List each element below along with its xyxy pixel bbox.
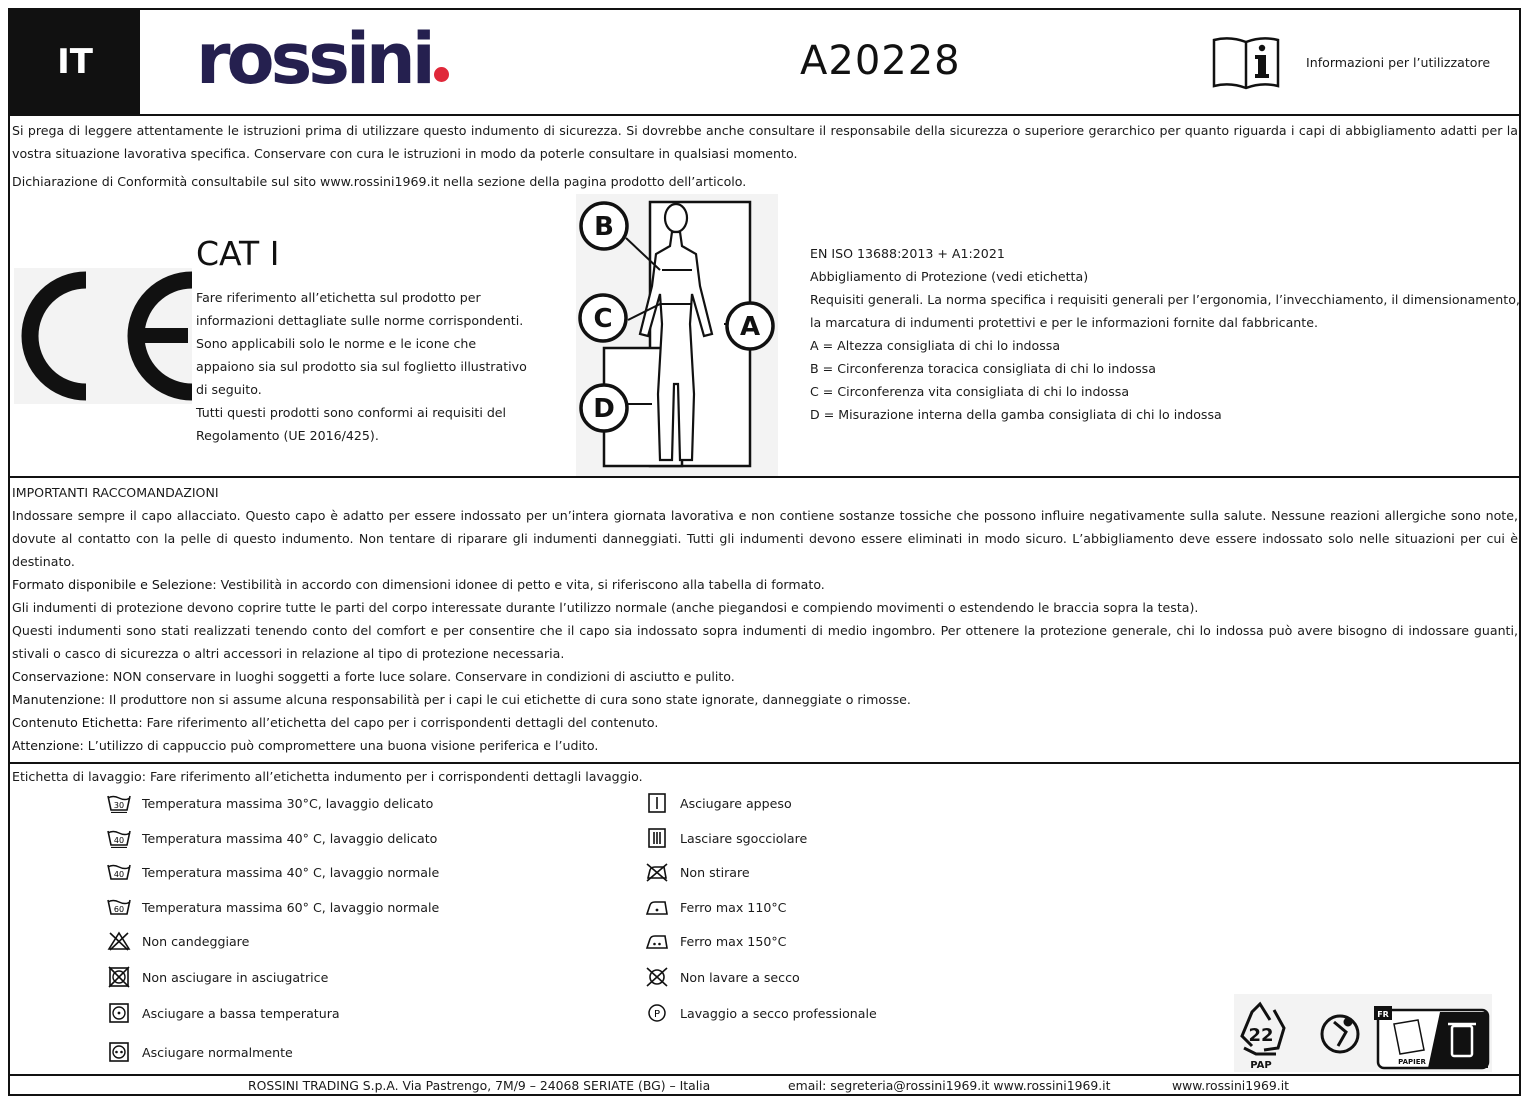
papier-label: PAPIER — [1398, 1058, 1426, 1066]
care-label: Non stirare — [680, 864, 750, 880]
tumble-dry-normal-icon — [106, 1041, 132, 1063]
iron-150-icon — [644, 930, 670, 952]
care-item — [644, 859, 750, 885]
category-line: appaiono sia sul prodotto sia sul foglietto illustrativo — [196, 359, 527, 374]
wash-40-delicate-icon — [106, 827, 132, 849]
norm-item: D = Misurazione interna della gamba consigliata di chi lo indossa — [810, 407, 1222, 422]
svg-text:40: 40 — [113, 870, 125, 879]
category-line: Fare riferimento all’etichetta sul prodotto per — [196, 290, 481, 305]
norm-title: EN ISO 13688:2013 + A1:2021 — [810, 246, 1005, 261]
figure-label-d: D — [593, 394, 615, 424]
wash-30-delicate-icon — [106, 792, 132, 814]
care-label: Non candeggiare — [142, 933, 250, 949]
professional-dry-clean-icon — [644, 1002, 670, 1024]
no-iron-icon — [644, 861, 670, 883]
coverage-note: Gli indumenti di protezione devono coprire tutte le parti del corpo interessate durante l’utilizzo normale (anche piegandosi e compiendo movimenti o estendendo le braccia sopra la testa). — [12, 600, 1199, 615]
intro-paragraph: Si prega di leggere attentamente le istruzioni prima di utilizzare questo indumento di sicurezza. Si dovrebbe anche consultare il responsabile della sicurezza o superiore gerarchico per quanto riguarda i capi di abbigliamento adatti per la vostra situazione lavorativa specifica. Conservare con cura le istruzioni in modo da poterle consultare in qualsiasi momento. — [12, 123, 1518, 161]
care-label: Lavaggio a secco professionale — [680, 1005, 877, 1021]
label-content-text: : Fare riferimento all’etichetta del capo per i corrispondenti dettagli del contenuto. — [138, 715, 659, 730]
care-item — [644, 1000, 877, 1026]
storage-label: Conservazione — [12, 669, 105, 684]
recommendations-heading: IMPORTANTI RACCOMANDAZIONI — [12, 485, 219, 500]
tidyman-recycle-icon — [1322, 1016, 1358, 1052]
care-label: Temperatura massima 60° C, lavaggio normale — [142, 899, 440, 915]
norm-description: la marcatura di indumenti protettivi e per le informazioni fornite dal fabbricante. — [810, 315, 1318, 330]
category-line: Tutti questi prodotti sono conformi ai requisiti del — [196, 405, 507, 420]
user-info-label: Informazioni per l’utilizzatore — [1306, 55, 1491, 70]
norm-item: B = Circonferenza toracica consigliata di chi lo indossa — [810, 361, 1156, 376]
category-line: informazioni dettagliate sulle norme corrispondenti. — [196, 313, 524, 328]
line-dry-icon — [644, 792, 670, 814]
document-frame — [8, 8, 1521, 1096]
size-selection-line — [12, 573, 1518, 596]
care-item — [106, 1039, 293, 1065]
care-label: Asciugare normalmente — [142, 1044, 293, 1060]
care-item — [106, 928, 249, 954]
storage-line — [12, 665, 1518, 688]
warning-label: Attenzione — [12, 738, 80, 753]
tumble-dry-low-icon — [106, 1002, 132, 1024]
ce-mark-icon — [14, 268, 192, 404]
paper-sheet-icon — [1394, 1020, 1424, 1054]
divider — [10, 1074, 1519, 1076]
recommendations-paragraph: Indossare sempre il capo allacciato. Questo capo è adatto per essere indossato per un’intera giornata lavorativa e non contiene sostanze tossiche che possono influire negativamente sulla salute. Nessune reazioni allergiche sono note, dovute al contatto con la pelle di questo indumento. Non tentare di riparare gli indumenti danneggiati. Tutti gli indumenti devono essere eliminati in modo sicuro. L’abbigliamento deve essere indossato solo nelle situazioni per cui è destinato. — [12, 508, 1518, 569]
body-measurement-figure — [576, 194, 778, 476]
recommendations-section — [12, 481, 1518, 757]
maintenance-line — [12, 688, 1518, 711]
care-item — [644, 894, 786, 920]
footer-company: ROSSINI TRADING S.p.A. Via Pastrengo, 7M/9 – 24068 SERIATE (BG) – Italia — [248, 1078, 711, 1093]
care-item — [106, 790, 433, 816]
care-item — [644, 964, 800, 990]
divider — [10, 114, 1519, 116]
care-item — [106, 859, 439, 885]
care-label: Lasciare sgocciolare — [680, 830, 808, 846]
drip-dry-icon — [644, 827, 670, 849]
care-label: Asciugare a bassa temperatura — [142, 1005, 340, 1021]
label-content-line — [12, 711, 1518, 734]
storage-text: : NON conservare in luoghi soggetti a forte luce solare. Conservare in condizioni di asciutto e pulito. — [104, 669, 735, 684]
care-item — [106, 1000, 340, 1026]
no-tumble-dry-icon — [106, 966, 132, 988]
care-label: Asciugare appeso — [680, 795, 792, 811]
figure-label-a: A — [739, 312, 761, 342]
category-line: Regolamento (UE 2016/425). — [196, 428, 379, 443]
conformity-note: Dichiarazione di Conformità consultabile sul sito www.rossini1969.it nella sezione della pagina prodotto dell’articolo. — [12, 174, 747, 189]
size-selection-label: Formato disponibile e Selezione — [12, 577, 213, 592]
lang-code: IT — [57, 42, 93, 82]
product-code: A20228 — [800, 38, 961, 84]
figure-label-b: B — [594, 212, 614, 242]
book-info-icon — [1210, 32, 1282, 96]
brand-dot — [434, 67, 449, 82]
svg-text:40: 40 — [113, 836, 125, 845]
no-dry-clean-icon — [644, 966, 670, 988]
care-label: Non asciugare in asciugatrice — [142, 969, 329, 985]
washing-heading: Etichetta di lavaggio: Fare riferimento all’etichetta indumento per i corrispondenti dettagli lavaggio. — [12, 769, 643, 784]
category-line: di seguito. — [196, 382, 262, 397]
maintenance-label: Manutenzione — [12, 692, 101, 707]
divider — [10, 762, 1519, 764]
category-line: Sono applicabili solo le norme e le icone che — [196, 336, 477, 351]
care-item — [106, 964, 328, 990]
svg-text:60: 60 — [113, 905, 125, 914]
norm-item: C = Circonferenza vita consigliata di chi lo indossa — [810, 384, 1130, 399]
divider — [10, 476, 1519, 478]
label-content-label: Contenuto Etichetta — [12, 715, 139, 730]
care-label: Ferro max 110°C — [680, 899, 787, 915]
lang-badge — [10, 10, 140, 114]
brand-logo — [196, 18, 449, 100]
svg-text:30: 30 — [113, 801, 125, 810]
norm-item: A = Altezza consigliata di chi lo indossa — [810, 338, 1061, 353]
care-item — [644, 825, 807, 851]
brand-name: rossini — [196, 18, 432, 100]
norm-block — [810, 242, 1518, 426]
care-item — [644, 928, 786, 954]
care-label: Temperatura massima 40° C, lavaggio delicato — [142, 830, 438, 846]
warning-line — [12, 734, 1518, 757]
figure-label-c: C — [593, 304, 613, 334]
comfort-paragraph: Questi indumenti sono stati realizzati tenendo conto del comfort e per consentire che il capo sia indossato sopra indumenti di medio ingombro. Per ottenere la protezione generale, chi lo indossa può avere bisogno di indossare guanti, stivali o casco di sicurezza o altri accessori in relazione al tipo di protezione necessaria. — [12, 623, 1518, 661]
svg-text:P: P — [653, 1009, 661, 1020]
footer-email[interactable]: email: segreteria@rossini1969.it www.rossini1969.it — [788, 1078, 1111, 1093]
category-text — [196, 286, 527, 447]
norm-subtitle: Abbigliamento di Protezione (vedi etichetta) — [810, 269, 1089, 284]
wash-60-normal-icon — [106, 896, 132, 918]
country-code: FR — [1377, 1010, 1389, 1019]
category-title: CAT I — [196, 234, 280, 273]
iron-110-icon — [644, 896, 670, 918]
care-item — [644, 790, 792, 816]
recycling-icons — [1234, 994, 1492, 1072]
recycling-block — [1234, 994, 1492, 1072]
care-label: Temperatura massima 30°C, lavaggio delicato — [142, 795, 434, 811]
care-item — [106, 894, 439, 920]
norm-description: Requisiti generali. La norma specifica i requisiti generali per l’ergonomia, l’invecchiamento, il dimensionamento, — [810, 292, 1520, 307]
pap-number: 22 — [1248, 1025, 1274, 1046]
wash-40-normal-icon — [106, 861, 132, 883]
warning-text: : L’utilizzo di cappuccio può compromettere una buona visione periferica e l’udito. — [79, 738, 599, 753]
care-label: Non lavare a secco — [680, 969, 800, 985]
maintenance-text: : Il produttore non si assume alcuna responsabilità per i capi le cui etichette di cura sono state ignorate, danneggiate o rimosse. — [100, 692, 911, 707]
care-label: Temperatura massima 40° C, lavaggio normale — [142, 864, 440, 880]
no-bleach-icon — [106, 930, 132, 952]
care-item — [106, 825, 437, 851]
footer-website-link[interactable]: www.rossini1969.it — [1172, 1078, 1290, 1093]
pap-label: PAP — [1250, 1060, 1272, 1071]
care-label: Ferro max 150°C — [680, 933, 787, 949]
size-selection-text: : Vestibilità in accordo con dimensioni idonee di petto e vita, si riferiscono alla tabella di formato. — [212, 577, 825, 592]
